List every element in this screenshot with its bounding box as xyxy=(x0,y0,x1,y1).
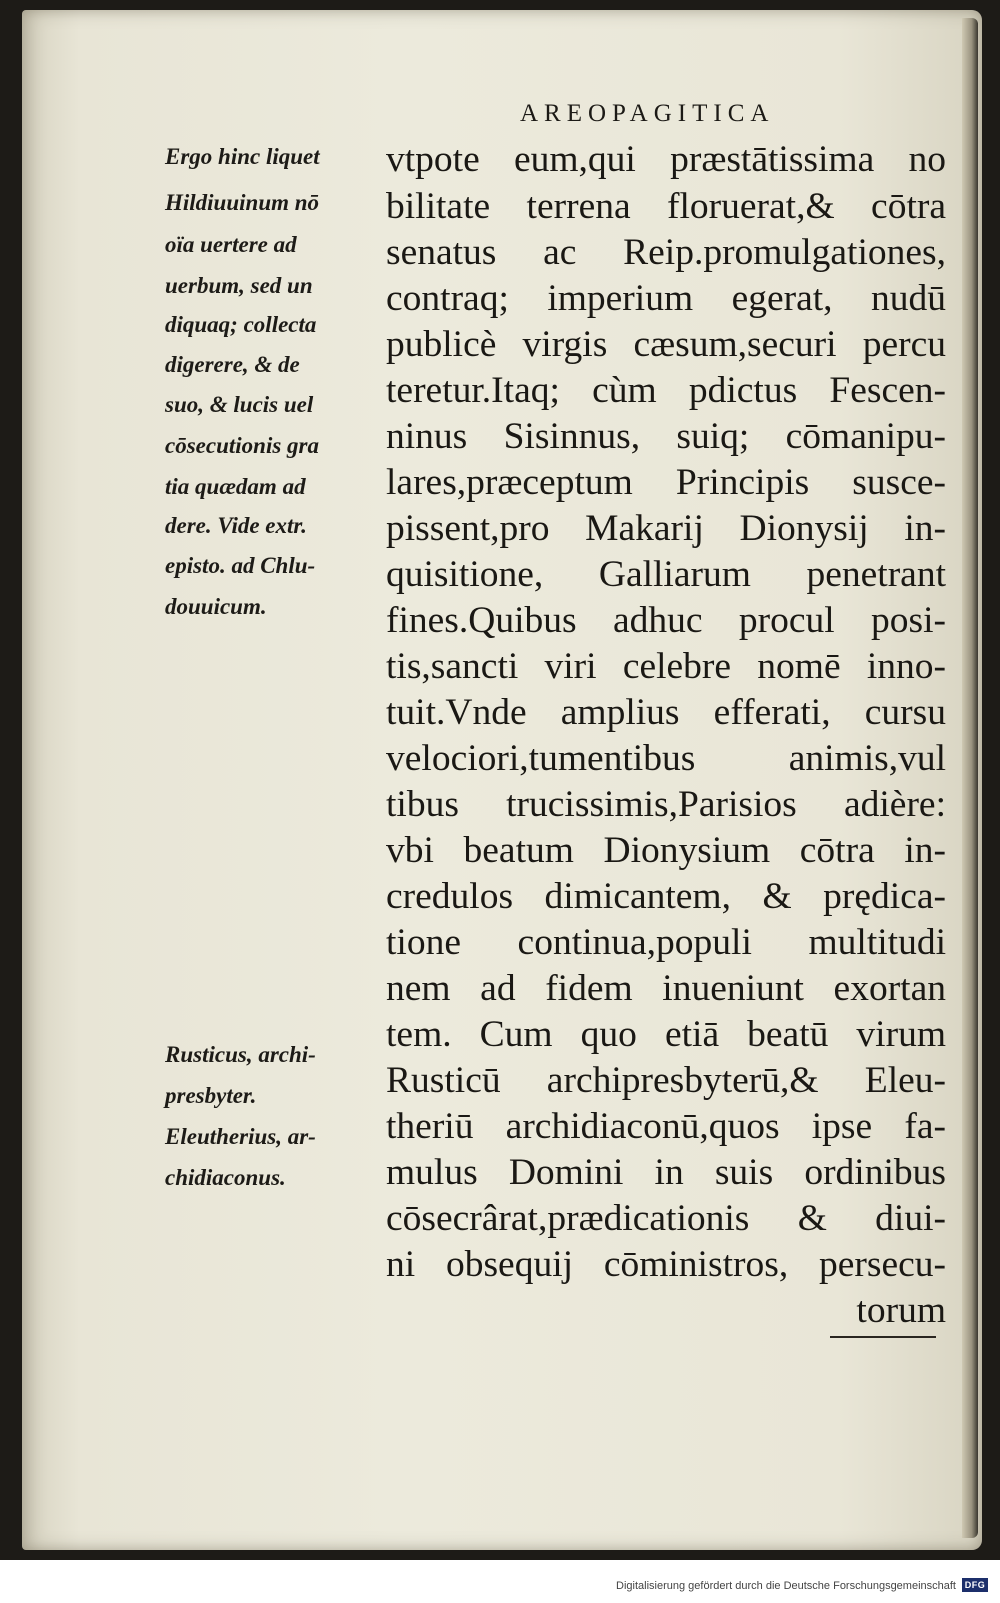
text-line: teretur.Itaq; cùm pdictus Fescen- xyxy=(386,370,946,411)
page-edge xyxy=(962,18,978,1538)
marginal-note-line: digerere, & de xyxy=(165,352,300,377)
text-line: quisitione, Galliarum penetrant xyxy=(386,554,946,595)
marginal-note-line: episto. ad Chlu- xyxy=(165,553,316,578)
text-line: fines.Quibus adhuc procul posi- xyxy=(386,600,946,641)
text-line: pissent,pro Makarij Dionysij in- xyxy=(386,508,946,549)
catchword: torum xyxy=(856,1290,946,1331)
marginal-note-line: presbyter. xyxy=(165,1083,257,1108)
text-line: tem. Cum quo etiā beatū virum xyxy=(386,1014,946,1055)
marginal-note-line: Rusticus, archi- xyxy=(165,1042,316,1067)
marginal-note-line: tia quædam ad xyxy=(165,474,306,499)
text-line: tis,sancti viri celebre nomē inno- xyxy=(386,646,946,687)
marginal-note-line: Eleutherius, ar- xyxy=(165,1124,316,1149)
running-head: AREOPAGITICA xyxy=(520,100,775,127)
text-line: ninus Sisinnus, suiq; cōmanipu- xyxy=(386,416,946,457)
text-line: tibus trucissimis,Parisios adière: xyxy=(386,784,946,825)
text-line: lares,præceptum Principis susce- xyxy=(386,462,946,503)
footer-credit: Digitalisierung gefördert durch die Deutsche Forschungsgemeinschaft xyxy=(616,1580,956,1592)
marginal-note-line: Ergo hinc liquet xyxy=(165,144,320,169)
text-line: cōsecrârat,prædicationis & diui- xyxy=(386,1198,946,1239)
text-line: tuit.Vnde amplius efferati, cursu xyxy=(386,692,946,733)
marginal-note-line: oïa uertere ad xyxy=(165,232,297,257)
marginal-note-line: Hildiuuinum nō xyxy=(165,190,320,215)
text-line: vtpote eum,qui præstātissima no xyxy=(386,139,946,180)
text-line: theriū archidiaconū,quos ipse fa- xyxy=(386,1106,946,1147)
text-line: senatus ac Reip.promulgationes, xyxy=(386,232,946,273)
text-line: contraq; imperium egerat, nudū xyxy=(386,278,946,319)
marginal-note-line: diquaq; collecta xyxy=(165,312,317,337)
text-line: velociori,tumentibus animis,vul xyxy=(386,738,946,779)
text-line: bilitate terrena floruerat,& cōtra xyxy=(386,186,946,227)
text-line: ni obsequij cōministros, persecu- xyxy=(386,1244,946,1285)
catchword-underline xyxy=(830,1336,936,1338)
text-line: publicè virgis cæsum,securi percu xyxy=(386,324,946,365)
marginal-note-line: chidiaconus. xyxy=(165,1165,286,1190)
marginal-note-line: douuicum. xyxy=(165,594,267,619)
text-line: mulus Domini in suis ordinibus xyxy=(386,1152,946,1193)
text-line: nem ad fidem inueniunt exortan xyxy=(386,968,946,1009)
text-line: Rusticū archipresbyterū,& Eleu- xyxy=(386,1060,946,1101)
dfg-logo: DFG xyxy=(962,1578,988,1592)
marginal-note-line: cōsecutionis gra xyxy=(165,433,319,458)
text-line: credulos dimicantem, & prędica- xyxy=(386,876,946,917)
text-line: tione continua,populi multitudi xyxy=(386,922,946,963)
marginal-note-line: dere. Vide extr. xyxy=(165,513,307,538)
text-line: vbi beatum Dionysium cōtra in- xyxy=(386,830,946,871)
marginal-note-line: uerbum, sed un xyxy=(165,273,313,298)
marginal-note-line: suo, & lucis uel xyxy=(165,392,314,417)
